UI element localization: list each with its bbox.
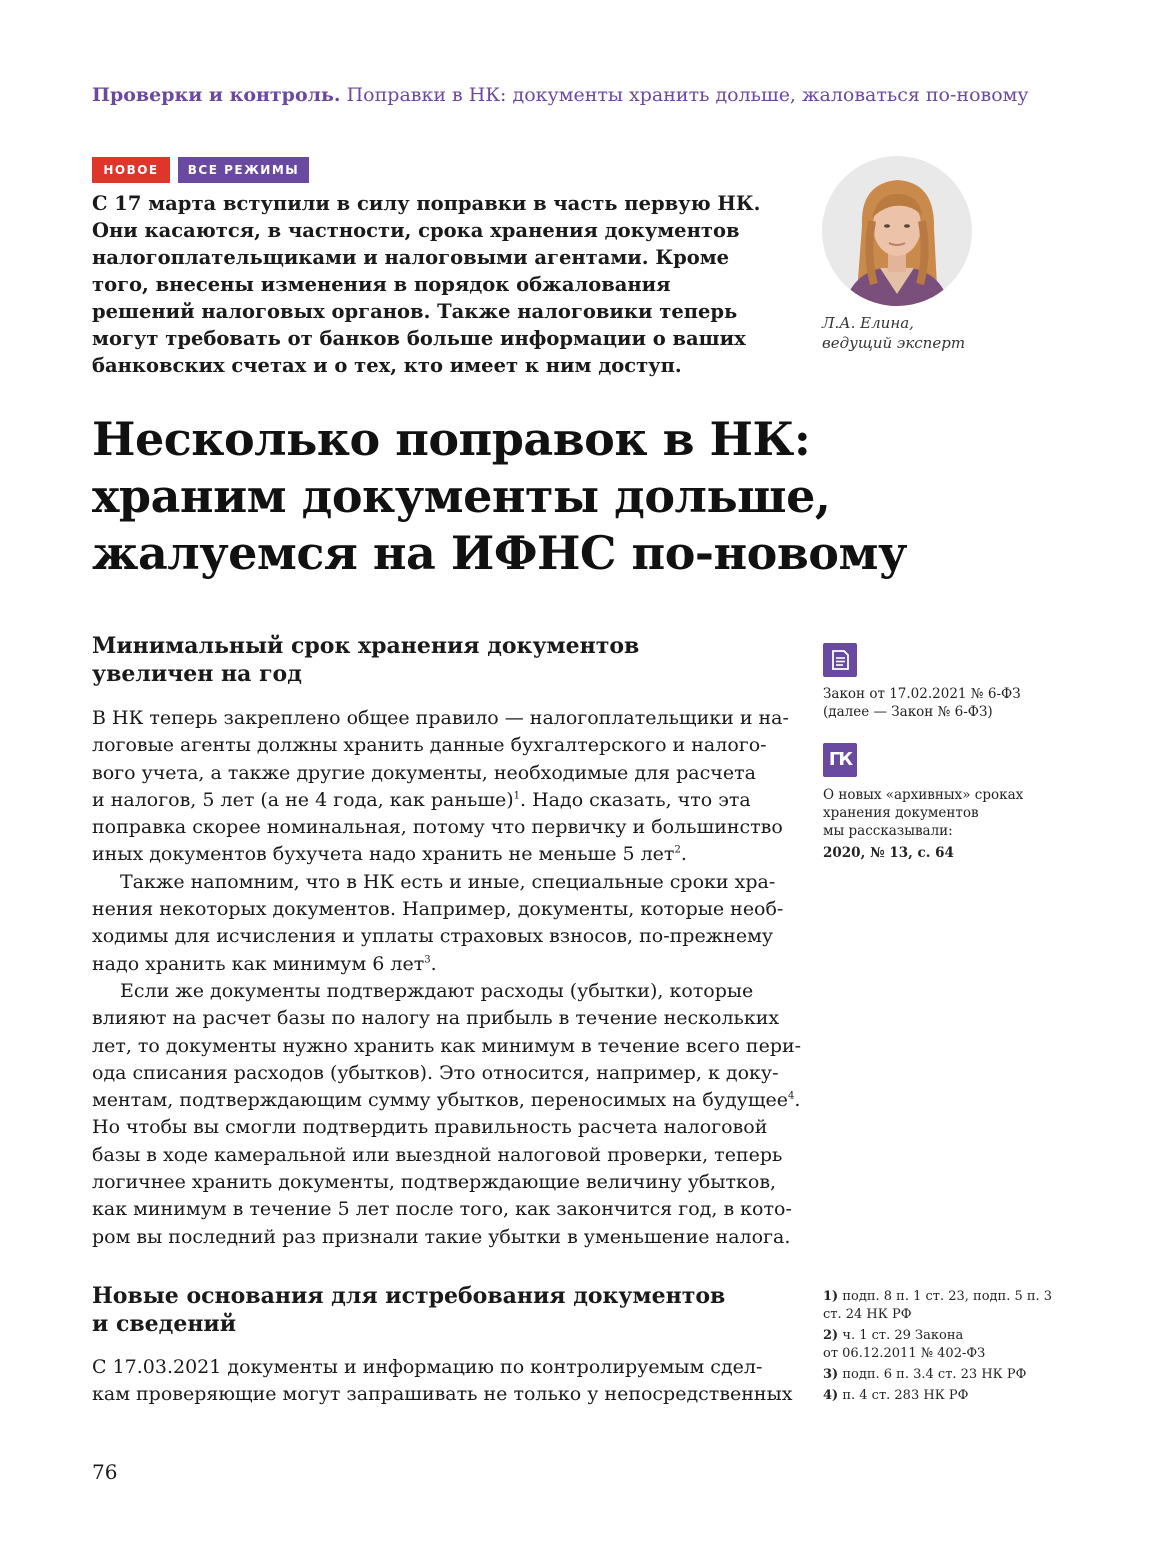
footnote: 3) подп. 6 п. 3.4 ст. 23 НК РФ <box>823 1367 1027 1382</box>
section1-body <box>92 705 802 1251</box>
paragraph <box>92 978 802 1251</box>
paragraph <box>92 705 789 869</box>
body-line: лет, то документы нужно хранить как минимум в течение всего пери- <box>92 1034 802 1057</box>
body-line: ром вы последний раз признали такие убытки в уменьшение налога. <box>92 1225 791 1248</box>
body-line: ментам, подтверждающим сумму убытков, переносимых на будущее$^4$. <box>92 1089 801 1112</box>
author-caption <box>822 313 965 353</box>
footnote: 2) ч. 1 ст. 29 Закона от 06.12.2011 № 402-ФЗ <box>823 1328 986 1361</box>
body-line: логовые агенты должны хранить данные бухгалтерского и налого- <box>92 734 767 757</box>
author-portrait-icon <box>822 156 972 306</box>
running-head <box>92 84 1029 106</box>
lead-line: Они касаются, в частности, срока хранения документов <box>92 219 740 242</box>
author-name: Л.А. Елина, <box>822 314 914 332</box>
body-line: Также напомним, что в НК есть и иные, специальные сроки хра- <box>120 870 776 893</box>
body-line: вого учета, а также другие документы, необходимые для расчета <box>92 761 756 784</box>
law-reference <box>823 685 1021 721</box>
body-line: влияют на расчет базы по налогу на прибыль в течение нескольких <box>92 1007 780 1030</box>
section2-body <box>92 1354 793 1409</box>
body-line: иных документов бухучета надо хранить не меньше 5 лет$^2$. <box>92 843 687 866</box>
badge-all-modes: ВСЕ РЕЖИМЫ <box>178 157 309 183</box>
body-line: логичнее хранить документы, подтверждающие величину убытков, <box>92 1171 777 1194</box>
footnote-ref[interactable]: 4 <box>788 1090 795 1102</box>
body-line: Но чтобы вы смогли подтвердить правильность расчета налоговой <box>92 1116 768 1139</box>
lead-line: решений налоговых органов. Также налоговики теперь <box>92 300 738 323</box>
page-number: 76 <box>92 1460 118 1484</box>
body-line: ода списания расходов (убытков). Это относится, например, к доку- <box>92 1061 779 1084</box>
lead-line: того, внесены изменения в порядок обжалования <box>92 273 671 296</box>
running-head-section: Проверки и контроль. <box>92 84 341 106</box>
paragraph <box>92 869 784 978</box>
body-line: ходимы для исчисления и уплаты страховых взносов, по-прежнему <box>92 925 774 948</box>
footnote: 1) подп. 8 п. 1 ст. 23, подп. 5 п. 3 ст. 24 НК РФ <box>823 1289 1053 1322</box>
author-photo <box>822 156 972 306</box>
lead-line: С 17 марта вступили в силу поправки в часть первую НК. <box>92 192 761 215</box>
body-line: поправка скорее номинальная, потому что первичку и большинство <box>92 816 783 839</box>
law-line: Закон от 17.02.2021 № 6-ФЗ <box>823 686 1021 702</box>
running-head-title: Поправки в НК: документы хранить дольше, жаловаться по-новому <box>346 84 1029 106</box>
heading-line: Новые основания для истребования документов <box>92 1283 726 1309</box>
footnote-ref[interactable]: 1 <box>513 790 521 802</box>
section1-heading <box>92 632 639 688</box>
body-line: как минимум в течение 5 лет после того, как закончится год, в кото- <box>92 1198 792 1221</box>
section2-heading <box>92 1282 725 1338</box>
lead-line: банковских счетах и о тех, кто имеет к ним доступ. <box>92 354 682 377</box>
heading-line: и сведений <box>92 1311 237 1337</box>
body-line: кам проверяющие могут запрашивать не только у непосредственных <box>92 1383 793 1406</box>
archive-line: О новых «архивных» сроках <box>823 787 1024 803</box>
title-line: Несколько поправок в НК: <box>92 412 811 466</box>
footnote: 4) п. 4 ст. 283 НК РФ <box>823 1388 969 1403</box>
badge-new: НОВОЕ <box>92 157 170 183</box>
body-line: Если же документы подтверждают расходы (убытки), которые <box>120 979 754 1002</box>
archive-line: хранения документов <box>823 805 979 821</box>
heading-line: увеличен на год <box>92 661 302 687</box>
archive-issue-link[interactable]: 2020, № 13, с. 64 <box>823 845 954 861</box>
lead-line: могут требовать от банков больше информации о ваших <box>92 327 746 350</box>
author-role: ведущий эксперт <box>822 334 966 352</box>
body-line: базы в ходе камеральной или выездной налоговой проверки, теперь <box>92 1143 783 1166</box>
title-line: храним документы дольше, <box>92 469 831 523</box>
body-line: надо хранить как минимум 6 лет$^3$. <box>92 952 437 975</box>
title-line: жалуемся на ИФНС по-новому <box>92 526 907 580</box>
footnote-ref[interactable]: 3 <box>424 954 431 966</box>
lead-line: налогоплательщиками и налоговыми агентами. Кроме <box>92 246 730 269</box>
law-line: (далее — Закон № 6-ФЗ) <box>823 704 993 720</box>
body-line: нения некоторых документов. Например, документы, которые необ- <box>92 898 784 921</box>
body-line: С 17.03.2021 документы и информацию по контролируемым сдел- <box>92 1356 763 1378</box>
body-line: В НК теперь закреплено общее правило — налогоплательщики и на- <box>92 707 789 729</box>
article-title <box>92 411 907 582</box>
lead-paragraph <box>92 190 782 379</box>
document-icon[interactable] <box>823 643 857 677</box>
gk-logo-icon[interactable]: ГК <box>823 743 857 777</box>
footnote-ref[interactable]: 2 <box>674 845 681 857</box>
heading-line: Минимальный срок хранения документов <box>92 633 640 659</box>
footnotes <box>823 1288 1052 1408</box>
body-line: и налогов, 5 лет (а не 4 года, как раньше)$^1$. Надо сказать, что эта <box>92 788 751 811</box>
archive-reference <box>823 786 1023 862</box>
archive-line: мы рассказывали: <box>823 823 953 839</box>
